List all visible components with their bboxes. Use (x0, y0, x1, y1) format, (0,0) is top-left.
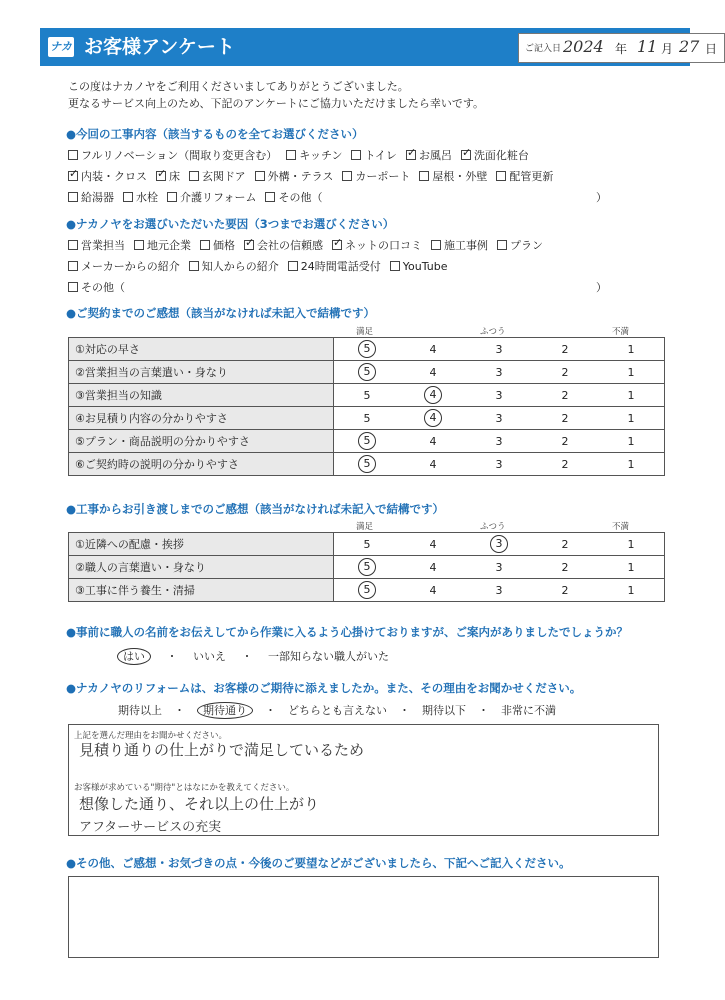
checkbox-checked[interactable] (244, 240, 254, 250)
rating-option-2[interactable] (532, 384, 598, 407)
rating-option-3[interactable] (466, 556, 532, 579)
rating-option-5[interactable] (334, 384, 401, 407)
q5-title: ●事前に職人の名前をお伝えしてから作業に入るよう心掛けておりますが、ご案内がありましたでしょうか？ (66, 625, 629, 639)
rating-value: 1 (627, 434, 635, 448)
option-label: ネットの口コミ (345, 239, 422, 252)
separator-dot: ・ (166, 650, 178, 663)
rating-selected-circle: 4 (424, 386, 442, 404)
close-paren: ） (596, 281, 607, 294)
year-unit: 年 (615, 42, 628, 56)
q2-option-row (68, 279, 125, 295)
date-day: 27 (679, 37, 700, 56)
rating-value: 2 (561, 583, 569, 597)
expect-answer-2: アフターサービスの充実 (79, 820, 222, 835)
option-label: 外構・テラス (267, 170, 334, 183)
rating-option-2[interactable] (532, 361, 598, 384)
intro-line-2: 更なるサービス向上のため、下記のアンケートにご協力いただけましたら幸いです。 (68, 97, 485, 110)
separator-dot: ・ (478, 704, 489, 717)
option-label: 知人からの紹介 (201, 260, 279, 273)
checkbox[interactable] (68, 261, 78, 271)
q2-option[interactable] (68, 237, 125, 253)
q1-option[interactable] (156, 168, 180, 184)
q7-title: ●その他、ご感想・お気づきの点・今後のご要望などがございましたら、下記へご記入ください。 (66, 856, 571, 870)
rating-option-5[interactable] (334, 453, 401, 476)
q6-option[interactable]: 期待以上 (118, 704, 162, 717)
checkbox[interactable] (189, 261, 199, 271)
scale-high: 満足 (356, 327, 374, 337)
option-label: 屋根・外壁 (432, 170, 488, 183)
rating-value: 4 (429, 365, 437, 379)
rating-option-3[interactable] (466, 579, 532, 602)
separator-dot: ・ (399, 704, 410, 717)
rating-item-label: ①対応の早さ (69, 338, 334, 361)
rating-value: 4 (429, 583, 437, 597)
option-label: 配管更新 (509, 170, 554, 183)
checkbox[interactable] (68, 282, 78, 292)
checkbox[interactable] (419, 171, 429, 181)
date-label: ご記入日 (525, 44, 562, 54)
rating-option-5[interactable] (334, 361, 401, 384)
scale-mid-2: ふつう (480, 522, 506, 532)
option-label: 価格 (213, 239, 235, 252)
rating-value: 5 (363, 388, 371, 402)
option-label: 施工事例 (444, 239, 488, 252)
q1-option-row (68, 168, 553, 184)
rating-option-4[interactable] (400, 556, 466, 579)
option-label: YouTube (402, 259, 448, 273)
option-label: メーカーからの紹介 (81, 260, 180, 273)
rating-option-2[interactable] (532, 407, 598, 430)
checkbox[interactable] (68, 192, 78, 202)
rating-selected-circle: 5 (358, 558, 376, 576)
rating-option-3[interactable] (466, 430, 532, 453)
rating-item-label: ⑥ご契約時の説明の分かりやすさ (69, 453, 334, 476)
q5-option-partial[interactable]: 一部知らない職人がいた (268, 650, 389, 663)
rating-option-1[interactable] (598, 556, 665, 579)
rating-selected-circle: 5 (358, 432, 376, 450)
rating-row (69, 338, 665, 361)
rating-value: 2 (561, 411, 569, 425)
checkbox[interactable] (496, 171, 506, 181)
option-label: フルリノベーション（間取り変更含む） (81, 149, 278, 162)
rating-option-5[interactable] (334, 430, 401, 453)
q1-option-row (68, 147, 529, 163)
comments-box[interactable] (68, 876, 659, 958)
rating-selected-circle: 4 (424, 409, 442, 427)
rating-option-1[interactable] (598, 453, 665, 476)
rating-option-4[interactable] (400, 430, 466, 453)
checkbox-checked[interactable] (332, 240, 342, 250)
intro-line-1: この度はナカノヤをご利用くださいましてありがとうございました。 (68, 80, 409, 93)
rating-item-label: ②職人の言葉遣い・身なり (69, 556, 334, 579)
q2-option[interactable] (134, 237, 191, 253)
checkbox-checked[interactable] (156, 171, 166, 181)
checkbox[interactable] (351, 150, 361, 160)
rating-option-2[interactable] (532, 556, 598, 579)
q1-option[interactable] (68, 147, 277, 163)
rating-option-3[interactable] (466, 384, 532, 407)
rating-row (69, 556, 665, 579)
month-unit: 月 (661, 42, 674, 56)
checkbox[interactable] (431, 240, 441, 250)
q6-option[interactable]: 非常に不満 (501, 704, 556, 717)
date-month: 11 (637, 37, 658, 56)
rating-value: 3 (495, 457, 503, 471)
rating-value: 5 (363, 411, 371, 425)
q1-option[interactable] (351, 147, 396, 163)
option-label: 給湯器 (81, 191, 114, 204)
option-label: その他（ (278, 191, 323, 204)
rating-value: 1 (627, 560, 635, 574)
rating-option-5[interactable] (334, 579, 401, 602)
date-year: 2024 (563, 37, 604, 56)
option-label: 床 (169, 170, 180, 183)
rating-option-5[interactable] (334, 533, 401, 556)
q2-option-row (68, 258, 448, 274)
rating-value: 5 (363, 537, 371, 551)
rating-option-2[interactable] (532, 533, 598, 556)
checkbox[interactable] (288, 261, 298, 271)
q5-option-yes[interactable]: はい (117, 648, 151, 665)
option-label: 営業担当 (81, 239, 125, 252)
q3-rating-table (68, 337, 665, 476)
checkbox[interactable] (286, 150, 296, 160)
rating-value: 2 (561, 560, 569, 574)
q1-option[interactable] (68, 189, 114, 205)
rating-selected-circle: 3 (490, 535, 508, 553)
q1-option[interactable] (286, 147, 342, 163)
rating-value: 3 (495, 560, 503, 574)
close-paren: ） (596, 191, 607, 204)
q5-answers (117, 648, 389, 664)
rating-option-4[interactable] (400, 361, 466, 384)
q2-option-row (68, 237, 543, 253)
company-logo: ナカ (48, 37, 74, 57)
rating-value: 2 (561, 388, 569, 402)
rating-value: 2 (561, 342, 569, 356)
rating-option-5[interactable] (334, 338, 401, 361)
q1-option[interactable] (342, 168, 410, 184)
checkbox[interactable] (68, 240, 78, 250)
checkbox[interactable] (255, 171, 265, 181)
rating-option-1[interactable] (598, 579, 665, 602)
rating-value: 1 (627, 411, 635, 425)
rating-item-label: ⑤プラン・商品説明の分かりやすさ (69, 430, 334, 453)
q1-option[interactable] (255, 168, 334, 184)
rating-option-3[interactable] (466, 361, 532, 384)
checkbox[interactable] (68, 150, 78, 160)
rating-option-4[interactable] (400, 338, 466, 361)
rating-option-4[interactable] (400, 407, 466, 430)
rating-item-label: ③営業担当の知識 (69, 384, 334, 407)
q1-option-row (68, 189, 322, 205)
rating-value: 2 (561, 457, 569, 471)
option-label: 地元企業 (147, 239, 191, 252)
rating-item-label: ④お見積り内容の分かりやすさ (69, 407, 334, 430)
q6-reason-box[interactable] (68, 724, 659, 836)
option-label: 介護リフォーム (180, 191, 257, 204)
q2-option[interactable] (431, 237, 488, 253)
expect-label: お客様が求めている"期待"とはなにかを教えてください。 (74, 783, 295, 793)
checkbox[interactable] (200, 240, 210, 250)
rating-value: 4 (429, 434, 437, 448)
checkbox-checked[interactable] (461, 150, 471, 160)
rating-option-2[interactable] (532, 453, 598, 476)
q6-option[interactable]: どちらとも言えない (288, 704, 387, 717)
q1-option[interactable] (265, 189, 322, 205)
q2-option[interactable] (189, 258, 279, 274)
checkbox[interactable] (167, 192, 177, 202)
rating-value: 4 (429, 457, 437, 471)
rating-option-1[interactable] (598, 533, 665, 556)
q1-option[interactable] (167, 189, 256, 205)
q2-option[interactable] (390, 258, 448, 274)
q1-option[interactable] (189, 168, 246, 184)
option-label: 会社の信頼感 (257, 239, 323, 252)
checkbox-checked[interactable] (406, 150, 416, 160)
rating-option-3[interactable] (466, 338, 532, 361)
q4-rating-table (68, 532, 665, 602)
rating-item-label: ①近隣への配慮・挨拶 (69, 533, 334, 556)
rating-option-3[interactable] (466, 453, 532, 476)
rating-selected-circle: 5 (358, 581, 376, 599)
intro-text (68, 78, 668, 112)
rating-value: 3 (495, 583, 503, 597)
q2-option[interactable] (332, 237, 422, 253)
separator-dot: ・ (265, 704, 276, 717)
q6-option[interactable]: 期待以下 (422, 704, 466, 717)
q3-title: ●ご契約までのご感想（該当がなければ未記入で結構です） (66, 306, 376, 320)
scale-mid: ふつう (480, 327, 506, 337)
q1-title: ●今回の工事内容（該当するものを全てお選びください） (66, 127, 364, 141)
rating-row (69, 430, 665, 453)
rating-value: 2 (561, 537, 569, 551)
rating-option-4[interactable] (400, 533, 466, 556)
rating-option-2[interactable] (532, 579, 598, 602)
rating-item-label: ③工事に伴う養生・清掃 (69, 579, 334, 602)
rating-value: 1 (627, 365, 635, 379)
rating-option-4[interactable] (400, 453, 466, 476)
scale-low-2: 不満 (612, 522, 630, 532)
rating-option-2[interactable] (532, 430, 598, 453)
separator-dot: ・ (174, 704, 185, 717)
rating-option-1[interactable] (598, 384, 665, 407)
rating-selected-circle: 5 (358, 455, 376, 473)
checkbox[interactable] (390, 261, 400, 271)
q1-option[interactable] (68, 168, 147, 184)
q5-option-no[interactable]: いいえ (193, 650, 226, 663)
checkbox[interactable] (497, 240, 507, 250)
scale-low: 不満 (612, 327, 630, 337)
q1-option[interactable] (419, 168, 487, 184)
checkbox[interactable] (189, 171, 199, 181)
rating-row (69, 384, 665, 407)
rating-row (69, 453, 665, 476)
rating-value: 3 (495, 388, 503, 402)
q2-option[interactable] (244, 237, 323, 253)
checkbox-checked[interactable] (68, 171, 78, 181)
q1-option[interactable] (123, 189, 158, 205)
option-label: 玄関ドア (202, 170, 246, 183)
rating-selected-circle: 5 (358, 363, 376, 381)
rating-option-1[interactable] (598, 407, 665, 430)
q2-option[interactable] (68, 258, 180, 274)
rating-option-1[interactable] (598, 338, 665, 361)
q2-option[interactable] (200, 237, 235, 253)
rating-value: 3 (495, 434, 503, 448)
option-label: 内装・クロス (81, 170, 147, 183)
option-label: 24時間電話受付 (300, 260, 381, 273)
rating-value: 1 (627, 457, 635, 471)
separator-dot: ・ (241, 650, 253, 663)
rating-value: 4 (429, 560, 437, 574)
rating-value: 3 (495, 342, 503, 356)
option-label: 洗面化粧台 (473, 149, 529, 162)
checkbox[interactable] (265, 192, 275, 202)
rating-option-4[interactable] (400, 579, 466, 602)
option-label: お風呂 (418, 149, 452, 162)
rating-row (69, 407, 665, 430)
q6-answers (118, 702, 556, 718)
option-label: トイレ (364, 149, 397, 162)
q1-option[interactable] (496, 168, 553, 184)
q6-option[interactable]: 期待通り (197, 702, 253, 719)
date-field[interactable] (518, 33, 725, 63)
rating-value: 3 (495, 365, 503, 379)
checkbox[interactable] (123, 192, 133, 202)
rating-value: 3 (495, 411, 503, 425)
q2-title: ●ナカノヤをお選びいただいた要因（3つまでお選びください） (66, 217, 395, 231)
q1-option[interactable] (406, 147, 452, 163)
rating-option-3[interactable] (466, 407, 532, 430)
rating-value: 4 (429, 342, 437, 356)
rating-option-4[interactable] (400, 384, 466, 407)
rating-row (69, 361, 665, 384)
expect-answer-1: 想像した通り、それ以上の仕上がり (79, 795, 320, 813)
rating-item-label: ②営業担当の言葉遣い・身なり (69, 361, 334, 384)
page-title: お客様アンケート (84, 36, 235, 58)
rating-value: 2 (561, 434, 569, 448)
rating-option-5[interactable] (334, 556, 401, 579)
rating-option-1[interactable] (598, 430, 665, 453)
q2-option[interactable] (68, 279, 125, 295)
rating-value: 1 (627, 342, 635, 356)
rating-value: 1 (627, 388, 635, 402)
rating-selected-circle: 5 (358, 340, 376, 358)
checkbox[interactable] (342, 171, 352, 181)
rating-row (69, 533, 665, 556)
q6-title: ●ナカノヤのリフォームは、お客様のご期待に添えましたか。また、その理由をお聞かせください。 (66, 681, 582, 695)
rating-value: 1 (627, 583, 635, 597)
header-bar (40, 28, 718, 66)
scale-high-2: 満足 (356, 522, 374, 532)
q2-option[interactable] (288, 258, 381, 274)
checkbox[interactable] (134, 240, 144, 250)
rating-option-2[interactable] (532, 338, 598, 361)
rating-value: 2 (561, 365, 569, 379)
reason-answer: 見積り通りの仕上がりで満足しているため (79, 741, 365, 759)
option-label: その他（ (81, 281, 125, 294)
day-unit: 日 (705, 42, 718, 56)
option-label: カーポート (355, 170, 411, 183)
option-label: プラン (510, 239, 543, 252)
rating-option-1[interactable] (598, 361, 665, 384)
rating-value: 1 (627, 537, 635, 551)
reason-label: 上記を選んだ理由をお聞かせください。 (74, 731, 228, 741)
rating-value: 4 (429, 537, 437, 551)
q2-option[interactable] (497, 237, 543, 253)
rating-option-3[interactable] (466, 533, 532, 556)
q4-title: ●工事からお引き渡しまでのご感想（該当がなければ未記入で結構です） (66, 502, 445, 516)
option-label: 水栓 (136, 191, 158, 204)
q1-option[interactable] (461, 147, 529, 163)
rating-row (69, 579, 665, 602)
rating-option-5[interactable] (334, 407, 401, 430)
option-label: キッチン (299, 149, 343, 162)
